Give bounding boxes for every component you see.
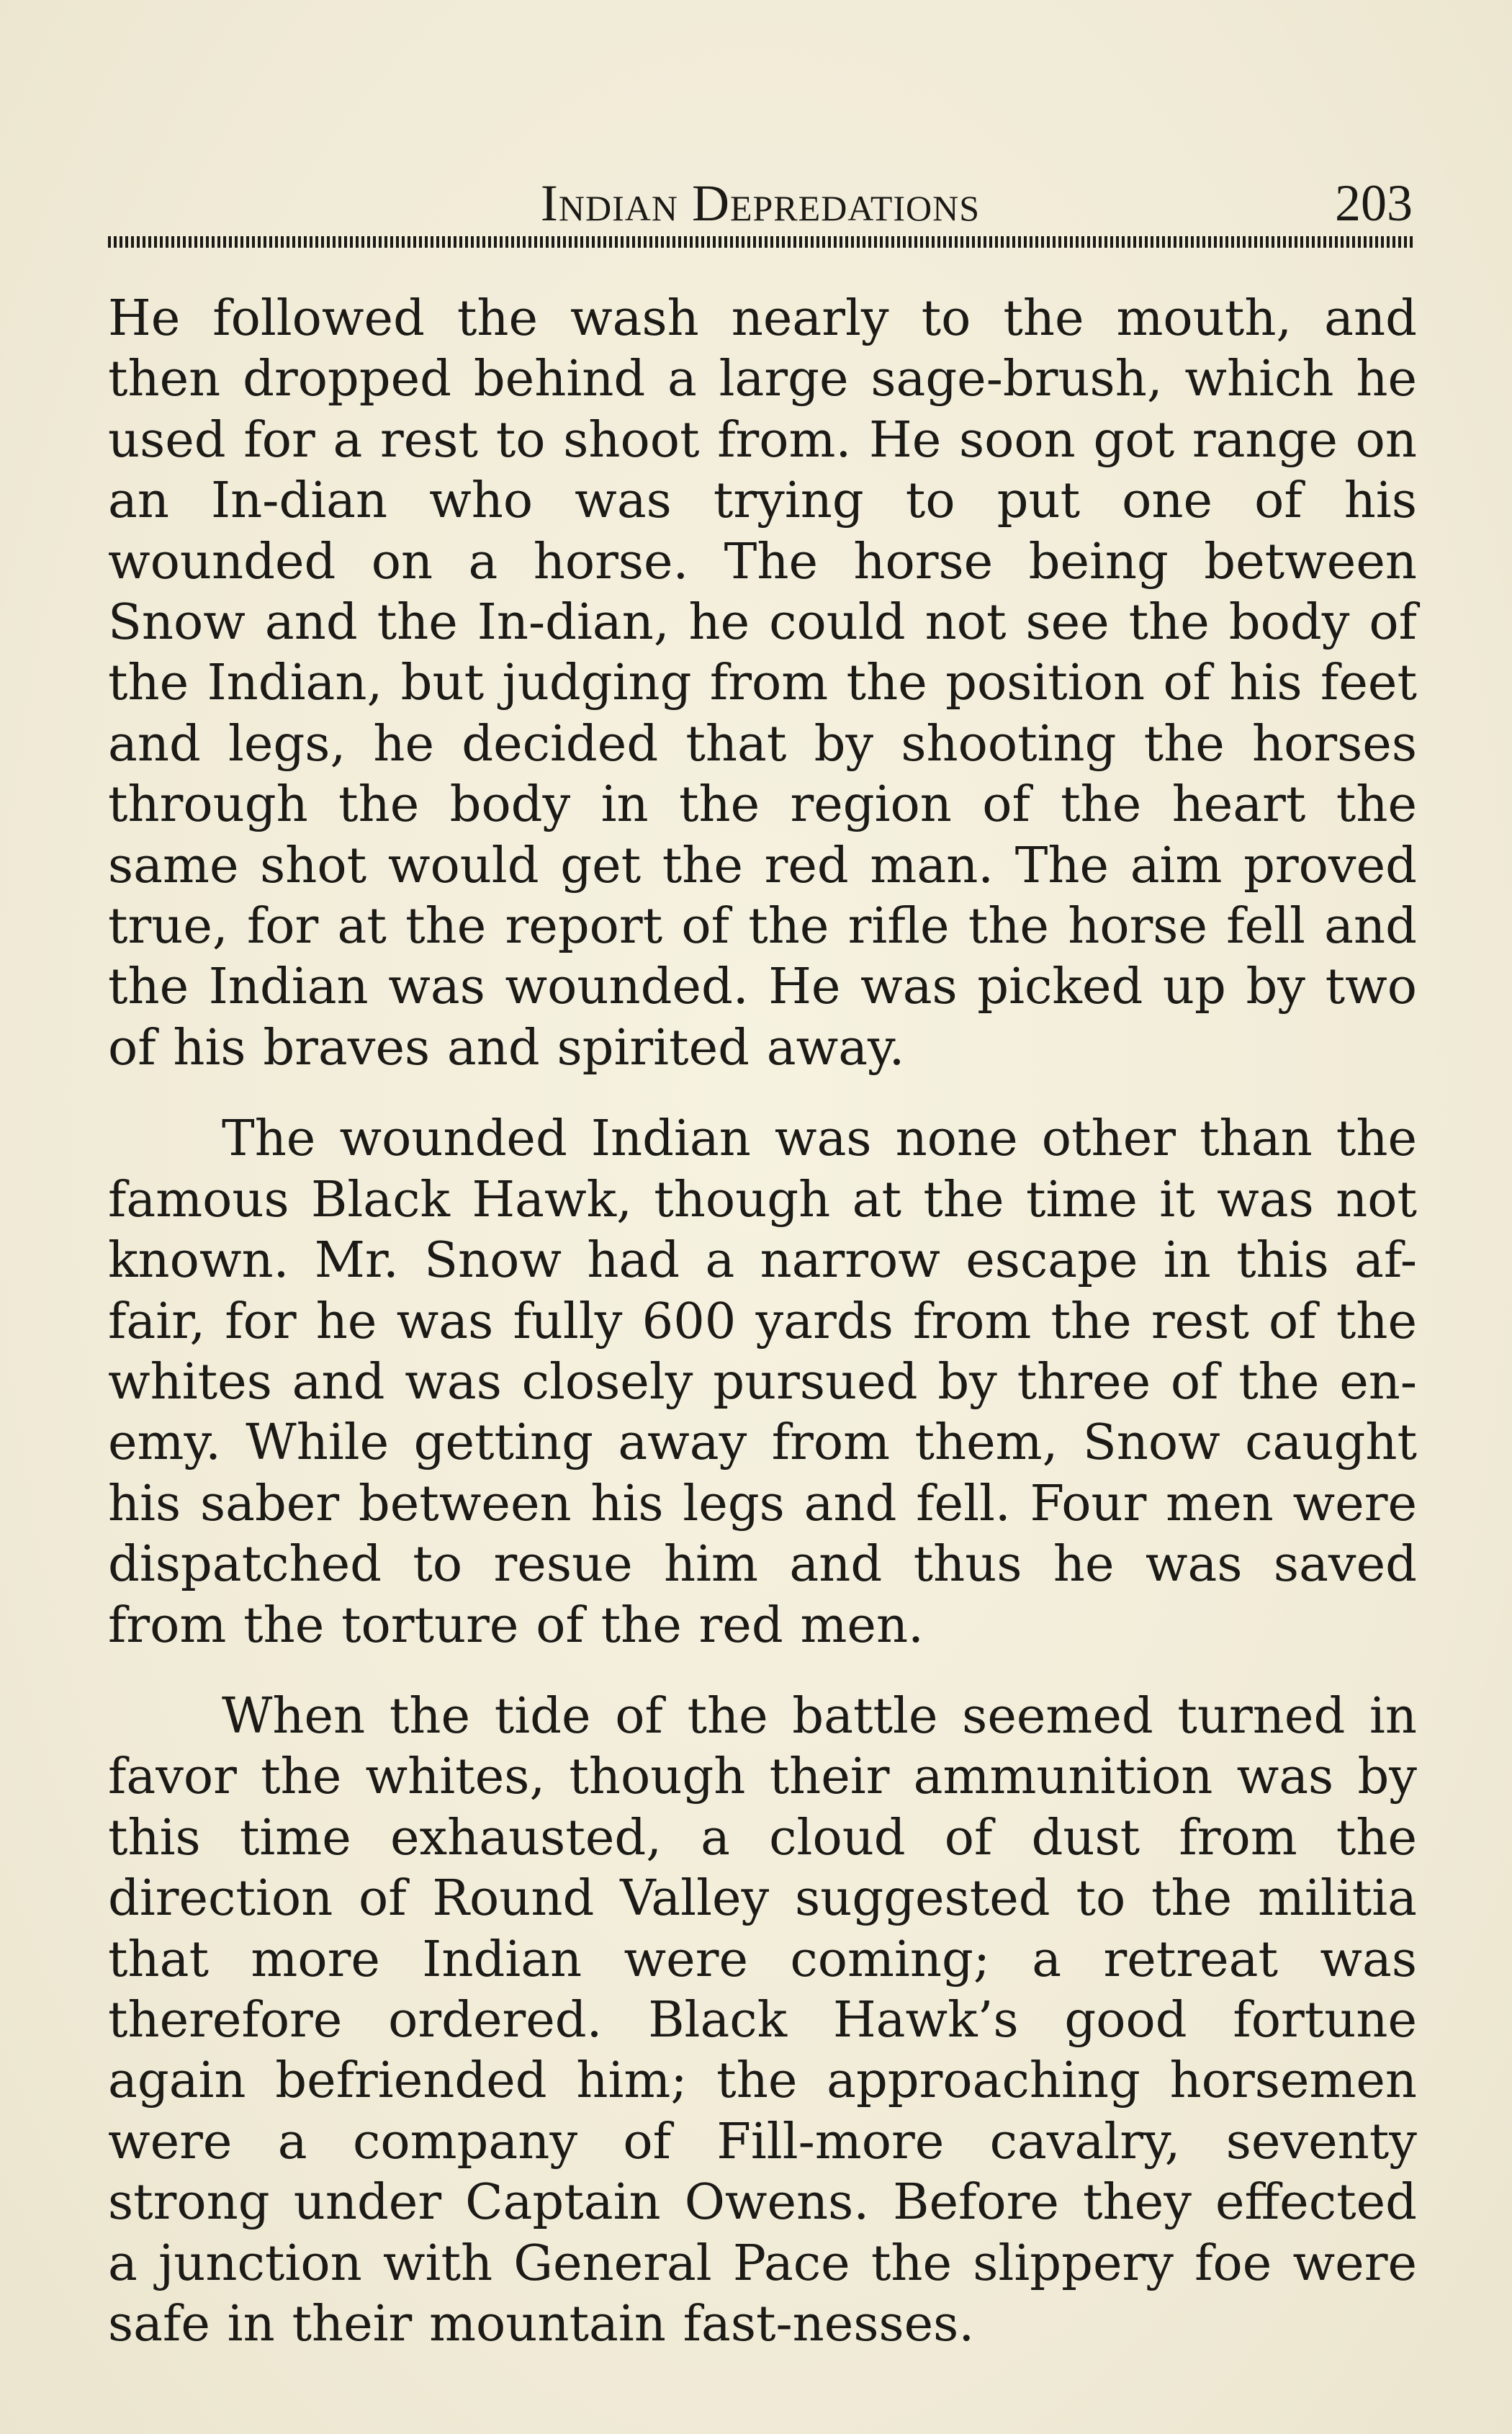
body-text [108, 288, 1417, 2354]
paragraph-2: The wounded Indian was none other than the famous Black Hawk, though at the time it was not known. Mr. Snow had a narrow escape in this af-fair, for he was fully 600 yards from the rest of the whites and was closely pursued by three of the en-emy. While getting away from them, Snow caught his saber between his legs and fell. Four men were dispatched to resue him and thus he was saved from the torture of the red men. [108, 1110, 1417, 1654]
page-number: 203 [1335, 174, 1413, 232]
chapter-title: Indian Depredations [540, 174, 981, 232]
running-header [108, 171, 1413, 243]
header-rule [108, 236, 1413, 248]
paragraph-3: When the tide of the battle seemed turned in favor the whites, though their ammunition was by this time exhausted, a cloud of dust from the direction of Round Valley suggested to the militia that more Indian were coming; a retreat was therefore ordered. Black Hawk’s good fortune again befriended him; the approaching horsemen were a company of Fill-more cavalry, seventy strong under Captain Owens. Before they effected a junction with General Pace the slippery foe were safe in their mountain fast-nesses. [108, 1687, 1417, 2353]
paragraph-1: He followed the wash nearly to the mouth, and then dropped behind a large sage-brush, which he used for a rest to shoot from. He soon got range on an In-dian who was trying to put one of his wounded on a horse. The horse being between Snow and the In-dian, he could not see the body of the Indian, but judging from the position of his feet and legs, he decided that by shooting the horses through the body in the region of the heart the same shot would get the red man. The aim proved true, for at the report of the rifle the horse fell and the Indian was wounded. He was picked up by two of his braves and spirited away. [108, 289, 1417, 1077]
